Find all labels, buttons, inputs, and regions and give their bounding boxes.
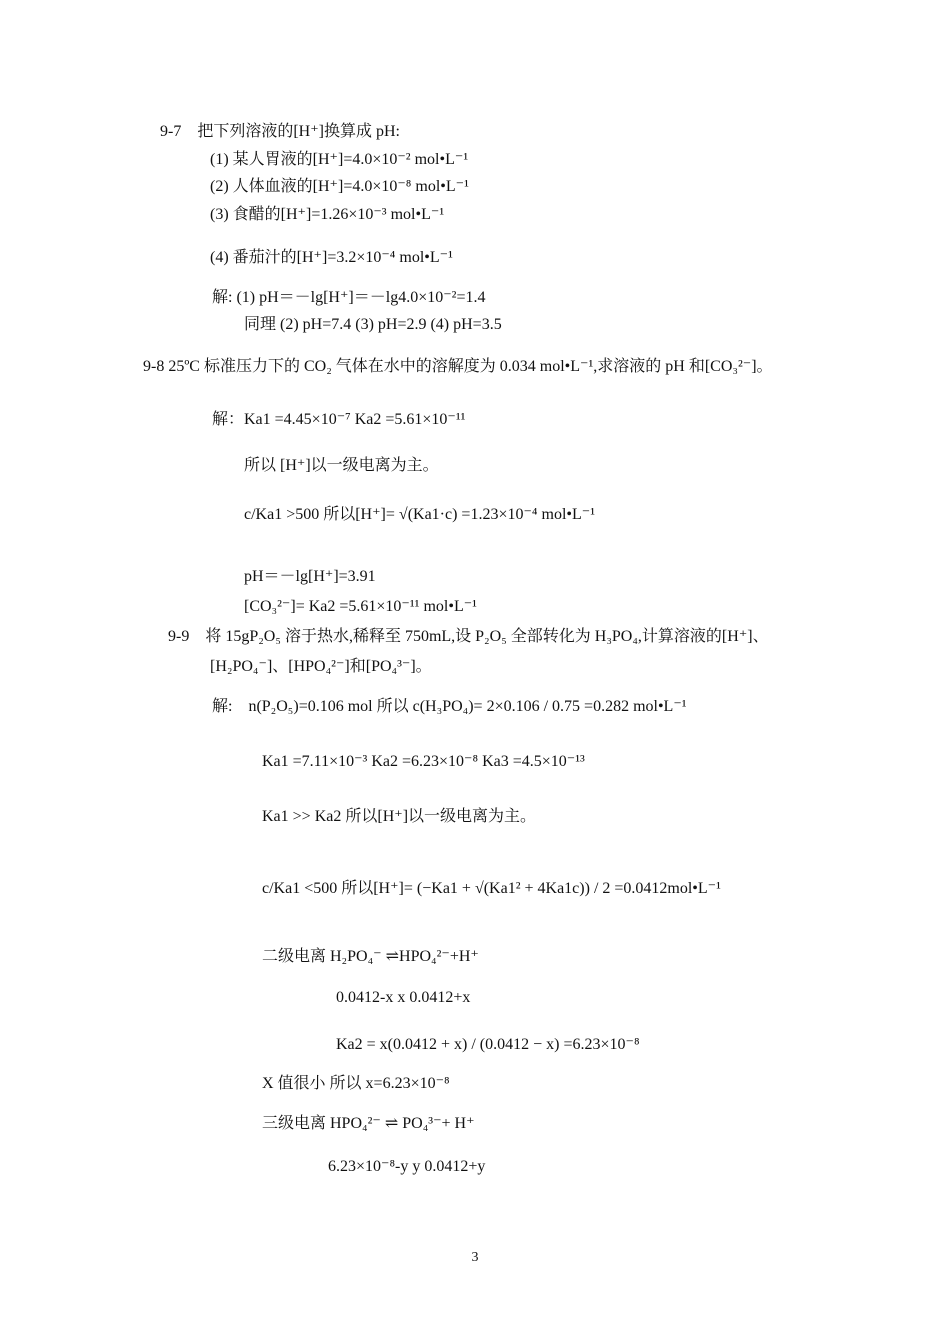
problem-9-9-solution-hplus: c/Ka1 <500 所以[H⁺]= (−Ka1 + √(Ka1² + 4Ka1c)) / 2 =0.0412mol•L⁻¹ [262,880,721,897]
problem-9-9-third-dissociation-amounts: 6.23×10⁻⁸-y y 0.0412+y [328,1158,486,1175]
problem-9-9-solution-concentration: 解: n(P₂O₅)=0.106 mol 所以 c(H₃PO₄)= 2×0.106 / 0.75 =0.282 mol•L⁻¹ [212,698,687,715]
problem-9-9-solution-constants: Ka1 =7.11×10⁻³ Ka2 =6.23×10⁻⁸ Ka3 =4.5×10⁻¹³ [262,753,585,770]
problem-9-7-solution-2: 同理 (2) pH=7.4 (3) pH=2.9 (4) pH=3.5 [244,316,502,333]
problem-9-7-item-3: (3) 食醋的[H⁺]=1.26×10⁻³ mol•L⁻¹ [210,206,445,223]
problem-9-7-solution-1: 解: (1) pH＝－lg[H⁺]＝－lg4.0×10⁻²=1.4 [212,289,486,306]
problem-9-7-item-4: (4) 番茄汁的[H⁺]=3.2×10⁻⁴ mol•L⁻¹ [210,249,453,266]
problem-9-9-second-dissociation-amounts: 0.0412-x x 0.0412+x [336,989,471,1006]
problem-9-9-title-line-2: [H₂PO₄⁻]、[HPO₄²⁻]和[PO₄³⁻]。 [210,658,432,675]
problem-9-9-second-dissociation: 二级电离 H₂PO₄⁻ ⇌HPO₄²⁻+H⁺ [262,948,479,965]
problem-9-8-title: 9-8 25ºC 标准压力下的 CO₂ 气体在水中的溶解度为 0.034 mol•L⁻¹,求溶液的 pH 和[CO₃²⁻]。 [143,358,773,375]
problem-9-9-x-result: X 值很小 所以 x=6.23×10⁻⁸ [262,1075,450,1092]
problem-9-7-title: 9-7 把下列溶液的[H⁺]换算成 pH: [160,123,400,140]
problem-9-9-ka2-expression: Ka2 = x(0.0412 + x) / (0.0412 − x) =6.23×10⁻⁸ [336,1036,640,1053]
problem-9-8-solution-ph: pH＝－lg[H⁺]=3.91 [244,568,376,585]
problem-9-7-item-1: (1) 某人胃液的[H⁺]=4.0×10⁻² mol•L⁻¹ [210,151,469,168]
problem-9-9-third-dissociation: 三级电离 HPO₄²⁻ ⇌ PO₄³⁻+ H⁺ [262,1115,475,1132]
problem-9-9-title-line-1: 9-9 将 15gP₂O₅ 溶于热水,稀释至 750mL,设 P₂O₅ 全部转化为 H₃PO₄,计算溶液的[H⁺]、 [168,628,769,645]
problem-9-8-solution-note: 所以 [H⁺]以一级电离为主。 [244,457,439,474]
problem-9-8-solution-constants: 解：Ka1 =4.45×10⁻⁷ Ka2 =5.61×10⁻¹¹ [212,411,466,428]
problem-9-7-item-2: (2) 人体血液的[H⁺]=4.0×10⁻⁸ mol•L⁻¹ [210,178,469,195]
problem-9-8-solution-co3: [CO₃²⁻]= Ka2 =5.61×10⁻¹¹ mol•L⁻¹ [244,598,477,615]
page-number: 3 [471,1250,479,1265]
problem-9-8-solution-hplus: c/Ka1 >500 所以[H⁺]= √(Ka1·c) =1.23×10⁻⁴ mol•L⁻¹ [244,506,596,523]
problem-9-9-solution-note: Ka1 >> Ka2 所以[H⁺]以一级电离为主。 [262,808,537,825]
